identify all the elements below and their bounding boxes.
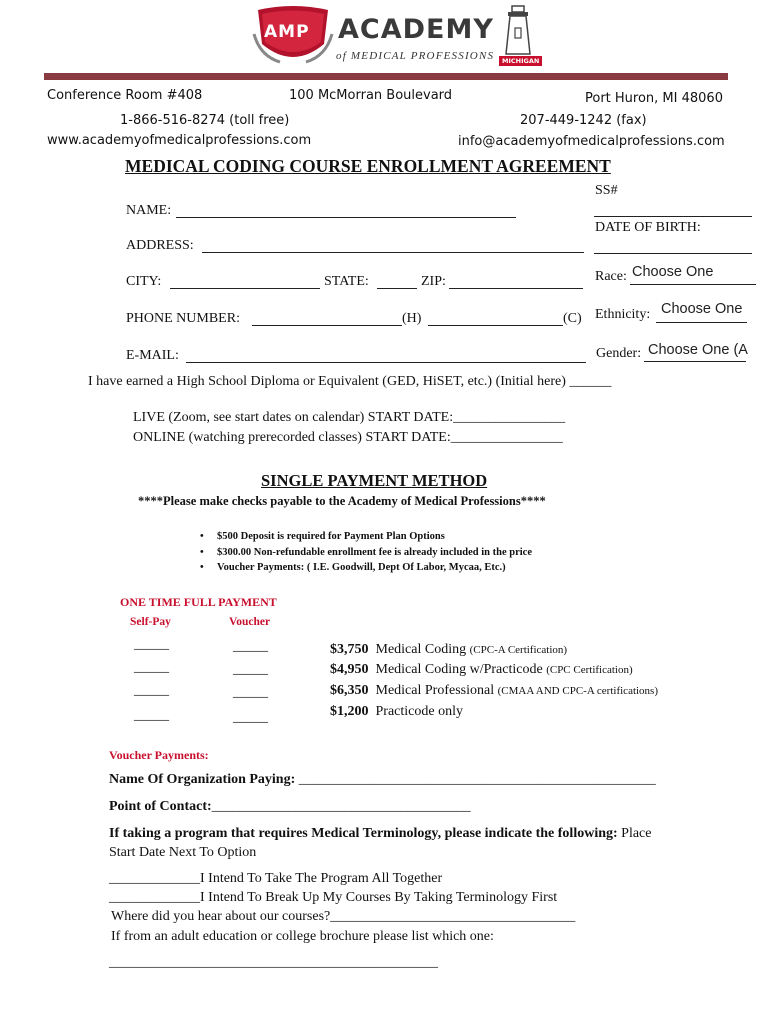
state-field[interactable] [377, 288, 417, 289]
terminology-line2: Start Date Next To Option [109, 845, 257, 860]
voucher-heading: Voucher Payments: [109, 748, 209, 762]
logo-subtitle: of MEDICAL PROFESSIONS [336, 50, 495, 62]
option-detail: (CPC Certification) [546, 664, 633, 676]
address-field[interactable] [202, 252, 584, 253]
poc-label: Point of Contact: [109, 799, 212, 814]
org-label: Name Of Organization Paying: [109, 772, 296, 787]
ethnicity-label: Ethnicity: [595, 307, 651, 322]
option-program: Medical Professional [375, 683, 495, 698]
bullet-item: • Voucher Payments: ( I.E. Goodwill, Dept Of Labor, Mycaa, Etc.) [200, 562, 506, 573]
poc-field[interactable]: _____________________________________ [211, 799, 471, 814]
city-field[interactable] [170, 288, 320, 289]
option-row [330, 662, 633, 678]
terminology-bold: If taking a program that requires Medical Terminology, please indicate the following: [109, 826, 618, 841]
selfpay-blank[interactable]: _____ [134, 683, 169, 698]
option-row [330, 683, 658, 699]
intend-all-option[interactable]: _____________I Intend To Take The Program All Together [109, 871, 443, 886]
intend-split-option[interactable]: _____________I Intend To Break Up My Courses By Taking Terminology First [109, 890, 558, 905]
option-price: $6,350 [330, 683, 369, 698]
voucher-blank[interactable]: _____ [233, 685, 268, 700]
option-row [330, 704, 463, 720]
terminology-rest: Place [617, 826, 652, 841]
ss-field[interactable] [594, 216, 752, 217]
selfpay-label: Self-Pay [130, 616, 171, 628]
poc-row [109, 799, 471, 815]
ethnicity-select[interactable]: Choose One [661, 301, 743, 317]
bullet-item: • $500 Deposit is required for Payment Plan Options [200, 531, 445, 542]
one-time-label: ONE TIME FULL PAYMENT [120, 595, 277, 609]
phone-home-suffix: (H) [402, 311, 422, 326]
gender-underline [644, 361, 746, 362]
voucher-blank[interactable]: _____ [233, 662, 268, 677]
option-program: Medical Coding [375, 642, 467, 657]
org-row [109, 772, 656, 788]
name-label: NAME: [126, 203, 172, 218]
header-address1: Conference Room #408 [47, 88, 203, 103]
header-address2: 100 McMorran Boulevard [289, 88, 453, 103]
online-start-date: ONLINE (watching prerecorded classes) START DATE:________________ [133, 430, 563, 445]
gender-select[interactable]: Choose One (A [648, 342, 748, 358]
dob-label: DATE OF BIRTH: [595, 220, 701, 235]
phone-cell-suffix: (C) [563, 311, 582, 326]
selfpay-blank[interactable]: _____ [134, 637, 169, 652]
hear-about-field[interactable]: Where did you hear about our courses?___________________________________ [111, 909, 576, 924]
zip-label: ZIP: [421, 274, 446, 289]
option-row [330, 642, 567, 658]
page-title: MEDICAL CODING COURSE ENROLLMENT AGREEMENT [125, 156, 611, 176]
payment-bullets [200, 529, 532, 576]
phone-home-field[interactable] [252, 325, 402, 326]
org-field[interactable]: ___________________________________________________ [298, 772, 656, 787]
brochure-label: If from an adult education or college brochure please list which one: [111, 929, 494, 944]
city-label: CITY: [126, 274, 162, 289]
race-select[interactable]: Choose One [632, 264, 714, 280]
voucher-blank[interactable]: _____ [233, 710, 268, 725]
dob-field[interactable] [594, 253, 752, 254]
email-label: E-MAIL: [126, 348, 179, 363]
bullet-item: • $300.00 Non-refundable enrollment fee is already included in the price [200, 546, 532, 558]
selfpay-blank[interactable]: _____ [134, 708, 169, 723]
logo-badge-text: AMP [264, 22, 310, 42]
logo-name: ACADEMY [338, 14, 494, 45]
option-program: Medical Coding w/Practicode [375, 662, 543, 677]
payment-heading: SINGLE PAYMENT METHOD [261, 471, 488, 490]
header-city: Port Huron, MI 48060 [585, 91, 723, 106]
race-label: Race: [595, 269, 627, 284]
option-detail: (CPC-A Certification) [469, 644, 568, 656]
name-field[interactable] [176, 217, 516, 218]
address-label: ADDRESS: [126, 238, 194, 253]
phone-cell-field[interactable] [428, 325, 563, 326]
option-price: $4,950 [330, 662, 369, 677]
header-website[interactable]: www.academyofmedicalprofessions.com [47, 133, 312, 148]
lighthouse-icon [498, 4, 538, 56]
terminology-instruction [109, 826, 652, 842]
selfpay-blank[interactable]: _____ [134, 660, 169, 675]
logo [250, 4, 540, 68]
brochure-field[interactable]: _______________________________________________ [109, 955, 438, 970]
option-program: Practicode only [375, 704, 463, 719]
email-field[interactable] [186, 362, 586, 363]
zip-field[interactable] [449, 288, 583, 289]
option-detail: (CMAA AND CPC-A certifications) [497, 685, 659, 697]
header-rule [44, 73, 728, 80]
state-label: STATE: [324, 274, 369, 289]
header-email[interactable]: info@academyofmedicalprofessions.com [458, 134, 725, 149]
gender-label: Gender: [596, 346, 642, 361]
live-start-date: LIVE (Zoom, see start dates on calendar) START DATE:________________ [133, 410, 566, 425]
option-price: $3,750 [330, 642, 369, 657]
logo-state-tag: MICHIGAN [499, 56, 542, 66]
voucher-blank[interactable]: _____ [233, 639, 268, 654]
ss-label: SS# [595, 183, 618, 198]
option-price: $1,200 [330, 704, 369, 719]
race-underline [630, 284, 756, 285]
phone-label: PHONE NUMBER: [126, 311, 240, 326]
voucher-label: Voucher [229, 616, 271, 628]
checks-note: ****Please make checks payable to the Academy of Medical Professions**** [138, 494, 546, 508]
diploma-statement: I have earned a High School Diploma or Equivalent (GED, HiSET, etc.) (Initial here) ______ [88, 374, 612, 389]
header-phone: 1-866-516-8274 (toll free) [120, 113, 290, 128]
ethnicity-underline [656, 322, 747, 323]
header-fax: 207-449-1242 (fax) [520, 113, 647, 128]
